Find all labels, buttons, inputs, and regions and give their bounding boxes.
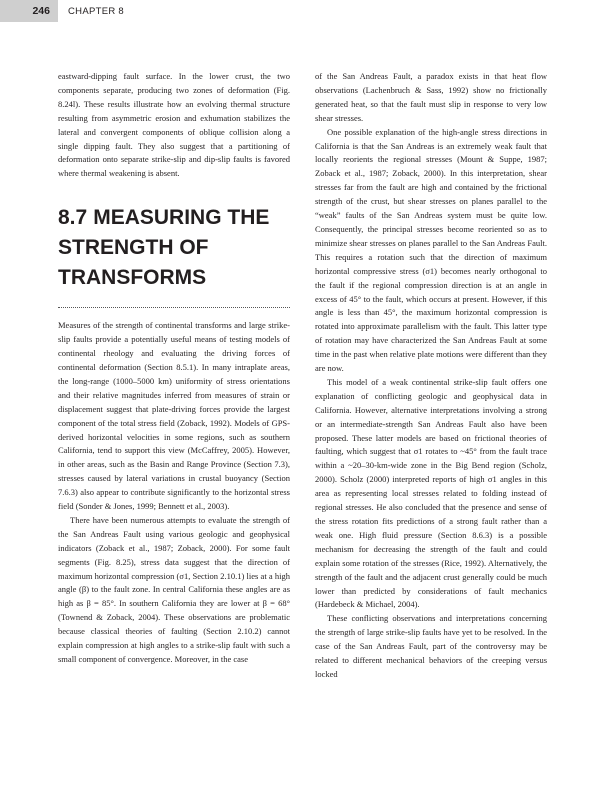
- body-paragraph: These conflicting observations and interpretations concerning the strength of large strike-slip faults have yet to be resolved. In the case of the San Andreas Fault, part of the controversy may be related to different mechanical behaviors of the creeping versus locked: [315, 613, 547, 679]
- section-title: MEASURING THE STRENGTH OF TRANSFORMS: [58, 206, 270, 290]
- intro-paragraph: eastward-dipping fault surface. In the lower crust, the two components separate, producing two zones of deformation (Fig. 8.24l). These results illustrate how an evolving thermal structure resulting from asymmetric erosion and exhumation stabilizes the lateral and convergent components of oblique collision along a single dipping fault. They also suggest that a partitioning of deformation onto separate strike-slip and dip-slip faults is favored where thermal weakening is absent.: [58, 71, 290, 179]
- body-paragraph: There have been numerous attempts to evaluate the strength of the San Andreas Fault using various geologic and geophysical indicators (Zoback et al., 1987; Zoback, 2000). For some fault segments (Fig. 8.25), stress data suggest that the direction of maximum horizontal compression (σ1, Section 2.10.1) lies at a high angle (β) to the fault zone. In central California these angles are as high as β = 85°. In southern California they are lower at β = 68° (Townend & Zoback, 2004). These observations are problematic because classical theories of faulting (Section 2.10.2) cannot explain compression at high angles to a strike-slip fault with such a small component of convergence. Moreover, in the case: [58, 514, 290, 664]
- body-paragraph: Measures of the strength of continental transforms and large strike-slip faults provide a potentially useful means of testing models of continental rheology and evaluating the driving forces of continental deformation (Section 8.5.1). In many intraplate areas, the long-range (1000–5000 km) uniformity of stress orientations and their relative magnitudes inferred from measures of strain or displacement suggest that plate-driving forces provide the largest component of the total stress field (Zoback, 1992). Models of GPS-derived horizontal velocities in some regions, such as southern California, tend to support this view (McCaffrey, 2005). However, in other areas, such as the Basin and Range Province (Section 7.3), stresses caused by lateral variations in crustal buoyancy (Section 7.6.3) also appear to contribute significantly to the horizontal stress field (Sonder & Jones, 1999; Bennett et al., 2003).: [58, 320, 290, 512]
- body-paragraph: of the San Andreas Fault, a paradox exists in that heat flow observations (Lachenbruch & Sass, 1992) show no frictionally generated heat, so that the fault must slip in response to very low shear stresses.: [315, 71, 547, 123]
- chapter-label: CHAPTER 8: [68, 5, 125, 17]
- section-number: 8.7: [58, 206, 88, 230]
- section-heading: [58, 203, 290, 293]
- body-paragraph: One possible explanation of the high-angle stress directions in California is that the San Andreas is an extremely weak fault that locally reorients the regional stresses (Mount & Suppe, 1987; Zoback et al., 1987; Zoback, 2000). In this interpretation, shear stresses far from the fault are high and contained by the frictional strength of the crust, but shear stresses on planes parallel to the “weak” faults of the San Andreas system must be quite low. Consequently, the principal stresses become reoriented so as to minimize shear stresses on planes parallel to the San Andreas Fault. This requires a rotation such that the direction of maximum horizontal compressive stress (σ1) becomes nearly orthogonal to the fault if the regional compression direction is at an angle in excess of 45° to the fault, which occurs at present. However, if this angle is less than 45°, the maximum horizontal compression is rotated into approximate parallelism with the fault. This latter type of rotation may have characterized the San Andreas Fault at some time in the past when relative plate motions were different than they are now.: [315, 126, 547, 374]
- left-column: [58, 70, 290, 667]
- body-paragraph: This model of a weak continental strike-slip fault offers one explanation of conflicting geologic and geophysical data in California. However, alternative interpretations involving a strong or an intermediate-strength San Andreas Fault also have been proposed. These latter models are based on frictional theories of faulting, which suggest that σ1 rotates to ~45° from the fault trace within a ~20–30-km-wide zone in the Big Bend region (Scholz, 2000). Scholz (2000) interpreted reports of high σ1 angles in this area as representing local stresses related to folding instead of regional stresses. He also concluded that the presence and sense of the stress rotation fits predictions of a strong fault rather than a weak one. High fluid pressure (Section 8.6.3) is a possible mechanism for decreasing the strength of the fault and could explain some rotation of the stresses (Rice, 1992). Alternatively, the strength of the fault and the adjacent crust generally could be much lower than predicted by considerations of fault mechanics (Hardebeck & Michael, 2004).: [315, 376, 547, 610]
- section-divider: [58, 307, 290, 308]
- page-number: 246: [0, 0, 58, 22]
- running-header: [0, 0, 615, 22]
- right-column: [315, 70, 547, 682]
